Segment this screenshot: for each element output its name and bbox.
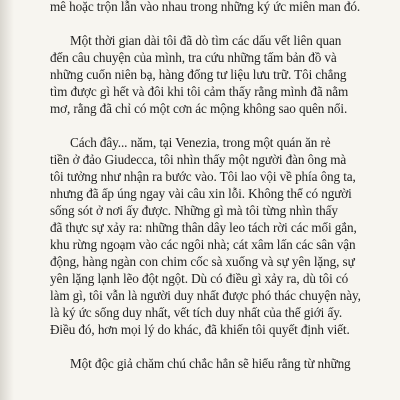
paragraph-gap [50,117,380,134]
paragraph [50,355,380,372]
paragraph-gap [50,15,380,32]
page-text [50,0,380,372]
page-gutter-shadow [0,0,14,400]
text-line: khu rừng ngoạm vào các ngôi nhà; cát xâm lấn các sân vận [50,237,356,252]
text-line: Cách đây... năm, tại Venezia, trong một quán ăn rẻ [70,135,331,150]
text-line: tìm được gì hết và đôi khi tôi cảm thấy rằng mình đã nằm [50,84,349,99]
paragraph [50,32,380,117]
text-line: yên lặng lạnh lẽo đột ngột. Dù có điều gì xảy ra, dù tôi có [50,271,349,286]
text-line: làm gì, tôi vẫn là người duy nhất được phó thác chuyện này, [50,288,361,303]
text-line: mê hoặc trộn lẫn vào nhau trong những ký ức miên man đó. [50,0,361,14]
text-line: mơ, rằng đã chỉ có một cơn ác mộng không sao quên nổi. [50,101,348,116]
text-line: Điều đó, hơn mọi lý do khác, đã khiến tôi quyết định viết. [50,322,350,337]
text-line: động, hàng ngàn con chim cốc sà xuống và sự yên lặng, sự [50,254,355,269]
text-line: nhưng đã ấp úng ngay vài câu xin lỗi. Không thể có người [50,186,352,201]
paragraph-gap [50,338,380,355]
text-line: tôi tưởng như nhận ra bước vào. Tôi lao vội về phía ông ta, [50,169,356,184]
text-line: những cuốn niên bạ, hàng đống tư liệu lưu trữ. Tôi chẳng [50,67,347,82]
text-line: Một thời gian dài tôi đã dò tìm các dấu vết liên quan [70,33,342,48]
paragraph [50,134,380,338]
paragraph [50,0,380,15]
text-line: đến câu chuyện của mình, tra cứu những tấm bản đồ và [50,50,337,65]
text-line: đã thực sự xảy ra: những thân dây leo tách rời các mối gắn, [50,220,357,235]
text-line: Một độc giả chăm chú chắc hẳn sẽ hiểu rằng từ những [70,356,351,371]
text-line: là ký ức sống duy nhất, vết tích duy nhất của thế giới ấy. [50,305,343,320]
text-line: tiền ở đảo Giudecca, tôi nhìn thấy một người đàn ông mà [50,152,347,167]
text-line: sống sót ở nơi ấy được. Những gì mà tôi từng nhìn thấy [50,203,338,218]
